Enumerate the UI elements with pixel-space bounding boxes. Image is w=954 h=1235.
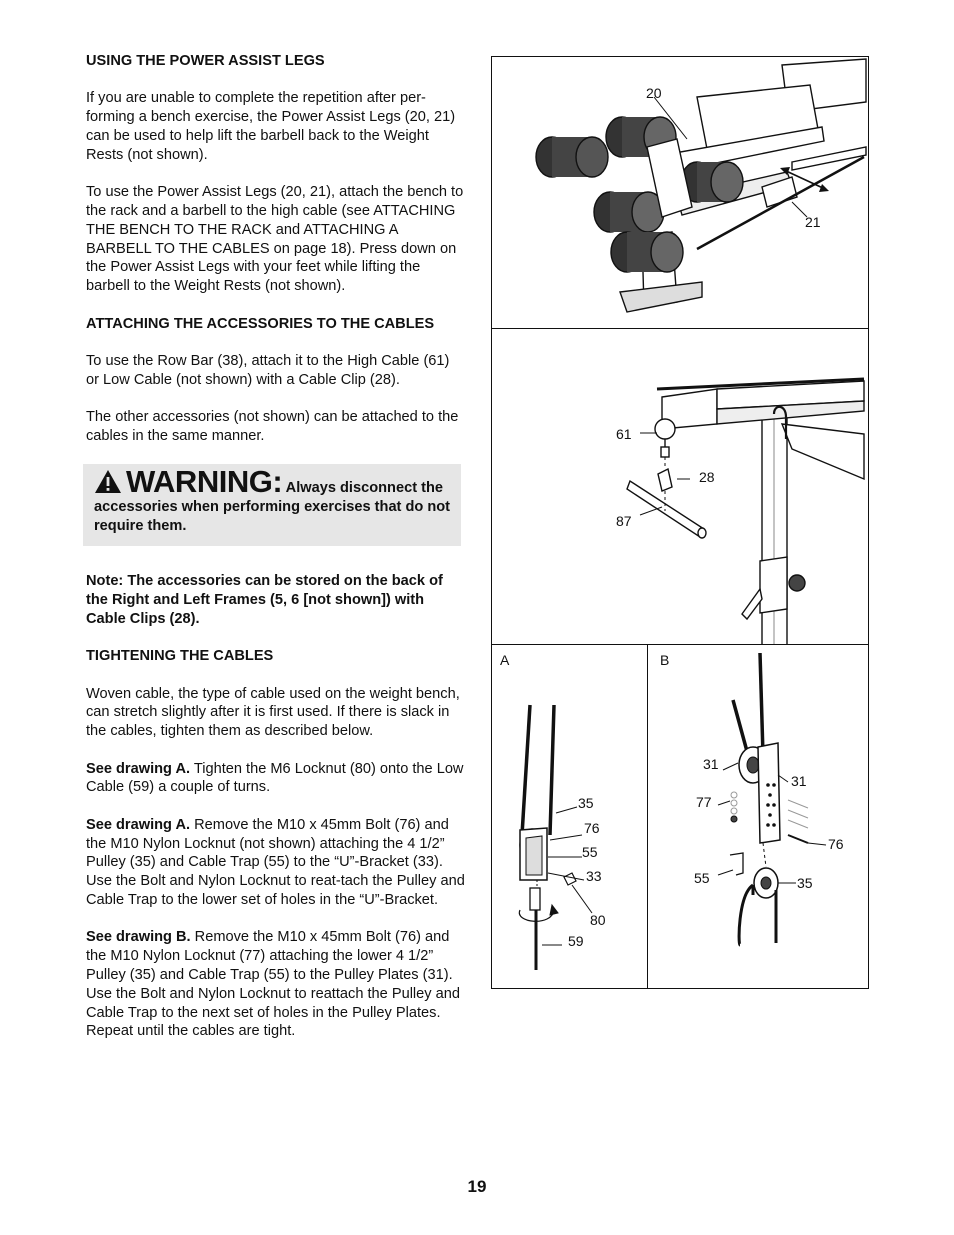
- part-label: 28: [699, 469, 715, 485]
- paragraph: To use the Power Assist Legs (20, 21), attach the bench to the rack and a barbell to the high cable (see ATTACHING THE BENCH TO THE RACK and ATTACHING A BARBELL TO THE CABLES on page 18). Press down on the Power Assist Legs with your feet while lifting the barbell to the Weight Rests (not shown).: [86, 184, 464, 295]
- drawing-letter: B: [660, 652, 670, 668]
- bench-legs-illustration: [492, 57, 868, 330]
- heading-tightening: TIGHTENING THE CABLES: [86, 648, 274, 665]
- text-column: [86, 52, 466, 1060]
- storage-note: Note: The accessories can be stored on the back of the Right and Left Frames (5, 6 [not shown]) with Cable Clips (28).: [86, 573, 443, 627]
- part-label: 76: [828, 836, 844, 852]
- part-label: 55: [582, 844, 598, 860]
- part-label: 77: [696, 794, 712, 810]
- drawing-b: [647, 644, 869, 989]
- drawing-a: [491, 644, 650, 989]
- heading-accessories: ATTACHING THE ACCESSORIES TO THE CABLES: [86, 315, 435, 332]
- part-label: 35: [578, 795, 594, 811]
- step-text: Remove the M10 x 45mm Bolt (76) and the M10 Nylon Locknut (not shown) attaching the 4 1/2” Pulley (35) and Cable Trap (55) to the “U”-Bracket (33). Use the Bolt and Nylon Locknut to reat-tach the Pulley and Cable Trap to the lower set of holes in the “U”-Bracket.: [86, 816, 465, 909]
- part-label: 61: [616, 426, 632, 442]
- part-label: 59: [568, 933, 584, 949]
- paragraph: [86, 928, 466, 1041]
- paragraph: Woven cable, the type of cable used on the weight bench, can stretch slightly after it is first used. If there is slack in the cables, tighten them as described below.: [86, 685, 460, 740]
- step-text: Tighten the M6 Locknut (80) onto the Low Cable (59) a couple of turns.: [86, 760, 464, 796]
- part-label: 31: [791, 773, 807, 789]
- paragraph: [86, 760, 466, 798]
- part-label: 80: [590, 912, 606, 928]
- paragraph: [86, 816, 466, 910]
- part-label: 31: [703, 756, 719, 772]
- part-label: 21: [805, 214, 821, 230]
- part-label: 76: [584, 820, 600, 836]
- drawing-ref: See drawing B.: [86, 929, 191, 946]
- part-label: 87: [616, 513, 632, 529]
- paragraph: The other accessories (not shown) can be attached to the cables in the same manner.: [86, 409, 459, 444]
- drawing-b-illustration: [648, 645, 868, 988]
- figure-accessories: [491, 328, 869, 647]
- heading-power-assist: USING THE POWER ASSIST LEGS: [86, 53, 325, 69]
- cable-clip-illustration: [492, 329, 868, 646]
- drawing-letter: A: [500, 652, 510, 668]
- part-label: 20: [646, 85, 662, 101]
- part-label: 35: [797, 875, 813, 891]
- drawing-ref: See drawing A.: [86, 760, 191, 777]
- warning-title: WARNING:: [126, 464, 283, 500]
- warning-box: [83, 464, 461, 546]
- warning-text: Always disconnect the accessories when performing exercises that do not require them.: [94, 480, 451, 535]
- step-text: Remove the M10 x 45mm Bolt (76) and the M10 Nylon Locknut (77) attaching the lower 4 1/2” Pulley (35) and Cable Trap (55) to the Pulley Plates (31). Use the Bolt and Nylon Locknut to reattach the Pulley and Cable Trap to the next set of holes in the Pulley Plates. Repeat until the cables are tight.: [86, 929, 460, 1040]
- page-number: 19: [467, 1177, 487, 1196]
- paragraph: To use the Row Bar (38), attach it to the High Cable (61) or Low Cable (not shown) with a Cable Clip (28).: [86, 352, 450, 388]
- part-label: 55: [694, 870, 710, 886]
- paragraph: If you are unable to complete the repetition after per-forming a bench exercise, the Power Assist Legs (20, 21) can be used to help lift the barbell back to the Weight Rests (not shown).: [86, 90, 456, 163]
- figure-power-assist-legs: [491, 56, 869, 331]
- part-label: 33: [586, 868, 602, 884]
- warning-triangle-icon: [94, 469, 122, 494]
- drawing-ref: See drawing A.: [86, 816, 191, 833]
